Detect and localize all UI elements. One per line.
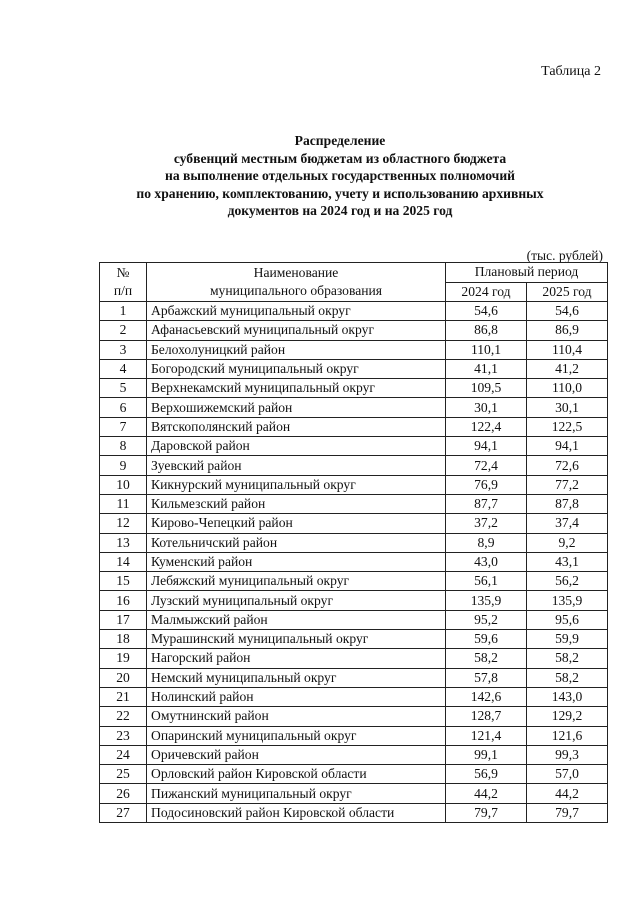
row-value-2025: 121,6 bbox=[527, 726, 608, 745]
row-name: Пижанский муниципальный округ bbox=[147, 784, 446, 803]
row-number: 16 bbox=[100, 591, 147, 610]
row-number: 5 bbox=[100, 379, 147, 398]
table-row bbox=[100, 302, 608, 321]
row-number: 26 bbox=[100, 784, 147, 803]
table-row bbox=[100, 687, 608, 706]
header-number bbox=[100, 263, 147, 302]
row-value-2024: 110,1 bbox=[446, 340, 527, 359]
row-value-2025: 110,4 bbox=[527, 340, 608, 359]
row-name: Малмыжский район bbox=[147, 610, 446, 629]
row-name: Белохолуницкий район bbox=[147, 340, 446, 359]
row-name: Куменский район bbox=[147, 552, 446, 571]
row-value-2025: 86,9 bbox=[527, 321, 608, 340]
document-title bbox=[100, 132, 580, 220]
row-value-2024: 121,4 bbox=[446, 726, 527, 745]
row-value-2024: 122,4 bbox=[446, 417, 527, 436]
table-row bbox=[100, 340, 608, 359]
table-row bbox=[100, 514, 608, 533]
row-number: 27 bbox=[100, 803, 147, 822]
row-value-2024: 109,5 bbox=[446, 379, 527, 398]
row-number: 23 bbox=[100, 726, 147, 745]
row-value-2025: 94,1 bbox=[527, 437, 608, 456]
row-value-2024: 142,6 bbox=[446, 687, 527, 706]
row-value-2025: 99,3 bbox=[527, 745, 608, 764]
row-value-2025: 72,6 bbox=[527, 456, 608, 475]
table-row bbox=[100, 572, 608, 591]
table-row bbox=[100, 668, 608, 687]
row-name: Орловский район Кировской области bbox=[147, 765, 446, 784]
table-row bbox=[100, 630, 608, 649]
table-row bbox=[100, 745, 608, 764]
row-name: Кирово-Чепецкий район bbox=[147, 514, 446, 533]
table-row bbox=[100, 417, 608, 436]
row-number: 25 bbox=[100, 765, 147, 784]
row-number: 7 bbox=[100, 417, 147, 436]
row-value-2025: 56,2 bbox=[527, 572, 608, 591]
table-row bbox=[100, 321, 608, 340]
row-number: 4 bbox=[100, 359, 147, 378]
row-value-2025: 44,2 bbox=[527, 784, 608, 803]
row-value-2024: 135,9 bbox=[446, 591, 527, 610]
row-number: 20 bbox=[100, 668, 147, 687]
row-number: 9 bbox=[100, 456, 147, 475]
row-name: Афанасьевский муниципальный округ bbox=[147, 321, 446, 340]
title-line: субвенций местным бюджетам из областного бюджета bbox=[173, 150, 507, 166]
title-line: по хранению, комплектованию, учету и использованию архивных bbox=[136, 185, 544, 201]
row-name: Арбажский муниципальный округ bbox=[147, 302, 446, 321]
row-number: 21 bbox=[100, 687, 147, 706]
row-name: Лузский муниципальный округ bbox=[147, 591, 446, 610]
table-row bbox=[100, 610, 608, 629]
table-label: Таблица 2 bbox=[541, 64, 601, 79]
title-line: Распределение bbox=[294, 133, 386, 148]
table-row bbox=[100, 379, 608, 398]
row-value-2025: 79,7 bbox=[527, 803, 608, 822]
row-value-2025: 122,5 bbox=[527, 417, 608, 436]
row-value-2025: 57,0 bbox=[527, 765, 608, 784]
row-value-2025: 43,1 bbox=[527, 552, 608, 571]
row-value-2024: 86,8 bbox=[446, 321, 527, 340]
table-row bbox=[100, 437, 608, 456]
title-line: документов на 2024 год и на 2025 год bbox=[227, 203, 453, 218]
row-value-2024: 59,6 bbox=[446, 630, 527, 649]
row-value-2024: 94,1 bbox=[446, 437, 527, 456]
distribution-table bbox=[99, 262, 608, 823]
row-value-2024: 95,2 bbox=[446, 610, 527, 629]
row-number: 22 bbox=[100, 707, 147, 726]
table-body bbox=[100, 302, 608, 823]
row-value-2024: 30,1 bbox=[446, 398, 527, 417]
table-row bbox=[100, 726, 608, 745]
row-value-2024: 72,4 bbox=[446, 456, 527, 475]
row-name: Кикнурский муниципальный округ bbox=[147, 475, 446, 494]
table-row bbox=[100, 591, 608, 610]
row-number: 19 bbox=[100, 649, 147, 668]
row-name: Подосиновский район Кировской области bbox=[147, 803, 446, 822]
row-value-2025: 58,2 bbox=[527, 668, 608, 687]
row-number: 2 bbox=[100, 321, 147, 340]
row-value-2024: 58,2 bbox=[446, 649, 527, 668]
row-number: 24 bbox=[100, 745, 147, 764]
row-name: Богородский муниципальный округ bbox=[147, 359, 446, 378]
row-value-2024: 99,1 bbox=[446, 745, 527, 764]
row-value-2025: 129,2 bbox=[527, 707, 608, 726]
row-name: Нолинский район bbox=[147, 687, 446, 706]
title-line: на выполнение отдельных государственных полномочий bbox=[164, 168, 516, 183]
row-value-2025: 9,2 bbox=[527, 533, 608, 552]
header-period: Плановый период bbox=[446, 263, 608, 283]
row-value-2025: 54,6 bbox=[527, 302, 608, 321]
row-name: Вятскополянский район bbox=[147, 417, 446, 436]
table-row bbox=[100, 765, 608, 784]
row-name: Кильмезский район bbox=[147, 494, 446, 513]
table-row bbox=[100, 533, 608, 552]
row-number: 10 bbox=[100, 475, 147, 494]
row-value-2024: 79,7 bbox=[446, 803, 527, 822]
table-row bbox=[100, 398, 608, 417]
table-row bbox=[100, 784, 608, 803]
row-number: 12 bbox=[100, 514, 147, 533]
row-value-2025: 30,1 bbox=[527, 398, 608, 417]
row-value-2024: 37,2 bbox=[446, 514, 527, 533]
table-row bbox=[100, 552, 608, 571]
header-name-line1: Наименование bbox=[253, 265, 339, 280]
row-number: 14 bbox=[100, 552, 147, 571]
row-value-2025: 37,4 bbox=[527, 514, 608, 533]
row-value-2024: 57,8 bbox=[446, 668, 527, 687]
row-name: Опаринский муниципальный округ bbox=[147, 726, 446, 745]
row-value-2025: 110,0 bbox=[527, 379, 608, 398]
row-name: Оричевский район bbox=[147, 745, 446, 764]
row-name: Зуевский район bbox=[147, 456, 446, 475]
row-name: Верхошижемский район bbox=[147, 398, 446, 417]
row-name: Верхнекамский муниципальный округ bbox=[147, 379, 446, 398]
table-row bbox=[100, 456, 608, 475]
row-name: Нагорский район bbox=[147, 649, 446, 668]
table-row bbox=[100, 494, 608, 513]
row-value-2025: 77,2 bbox=[527, 475, 608, 494]
row-name: Даровской район bbox=[147, 437, 446, 456]
row-value-2024: 43,0 bbox=[446, 552, 527, 571]
row-number: 6 bbox=[100, 398, 147, 417]
row-number: 11 bbox=[100, 494, 147, 513]
row-value-2025: 95,6 bbox=[527, 610, 608, 629]
row-name: Мурашинский муниципальный округ bbox=[147, 630, 446, 649]
row-number: 18 bbox=[100, 630, 147, 649]
row-value-2024: 54,6 bbox=[446, 302, 527, 321]
table-row bbox=[100, 359, 608, 378]
header-year-2025: 2025 год bbox=[527, 282, 608, 302]
row-value-2025: 143,0 bbox=[527, 687, 608, 706]
header-name-line2: муниципального образования bbox=[209, 283, 383, 298]
row-value-2024: 87,7 bbox=[446, 494, 527, 513]
units-note: (тыс. рублей) bbox=[526, 248, 603, 263]
table-row bbox=[100, 707, 608, 726]
header-year-2024: 2024 год bbox=[446, 282, 527, 302]
header-name bbox=[147, 263, 446, 302]
row-value-2024: 56,9 bbox=[446, 765, 527, 784]
row-value-2025: 41,2 bbox=[527, 359, 608, 378]
header-number-line1: № bbox=[116, 265, 130, 280]
row-value-2024: 56,1 bbox=[446, 572, 527, 591]
row-name: Лебяжский муниципальный округ bbox=[147, 572, 446, 591]
row-value-2024: 8,9 bbox=[446, 533, 527, 552]
row-value-2025: 87,8 bbox=[527, 494, 608, 513]
row-number: 8 bbox=[100, 437, 147, 456]
row-name: Котельничский район bbox=[147, 533, 446, 552]
row-value-2024: 128,7 bbox=[446, 707, 527, 726]
row-number: 15 bbox=[100, 572, 147, 591]
row-value-2024: 41,1 bbox=[446, 359, 527, 378]
table-row bbox=[100, 475, 608, 494]
row-number: 3 bbox=[100, 340, 147, 359]
row-number: 13 bbox=[100, 533, 147, 552]
table-row bbox=[100, 649, 608, 668]
header-number-line2: п/п bbox=[113, 283, 133, 298]
row-name: Омутнинский район bbox=[147, 707, 446, 726]
row-value-2025: 135,9 bbox=[527, 591, 608, 610]
row-value-2024: 44,2 bbox=[446, 784, 527, 803]
row-number: 1 bbox=[100, 302, 147, 321]
row-value-2025: 59,9 bbox=[527, 630, 608, 649]
row-value-2025: 58,2 bbox=[527, 649, 608, 668]
table-row bbox=[100, 803, 608, 822]
row-number: 17 bbox=[100, 610, 147, 629]
row-value-2024: 76,9 bbox=[446, 475, 527, 494]
row-name: Немский муниципальный округ bbox=[147, 668, 446, 687]
